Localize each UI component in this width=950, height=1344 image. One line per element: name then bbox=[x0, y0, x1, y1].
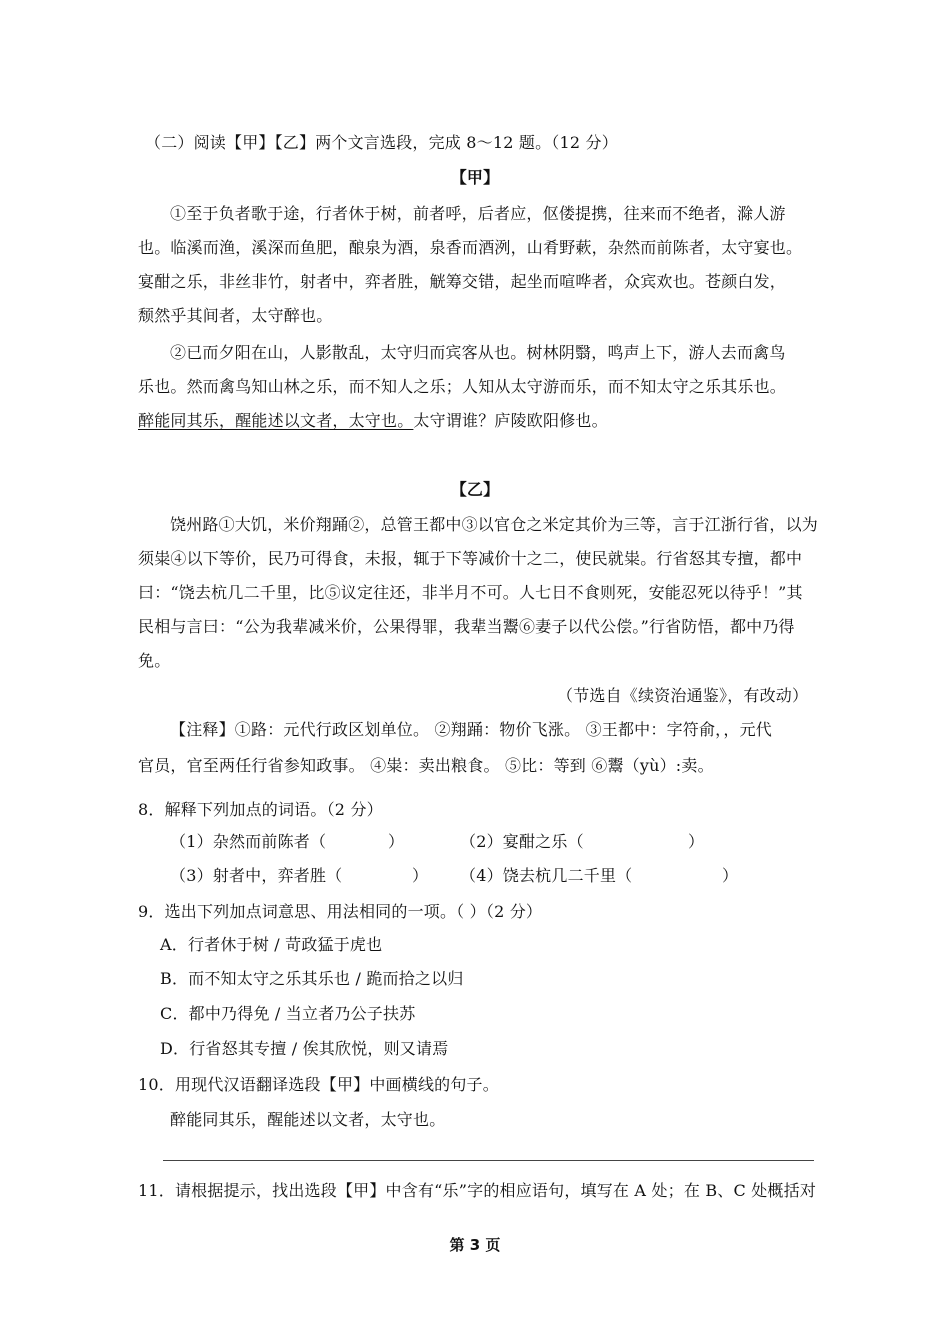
underlined-sentence: 醉能同其乐，醒能述以文者，太守也。 bbox=[138, 411, 414, 430]
jia-p1-line-2: 也。临溪而渔，溪深而鱼肥，酿泉为酒，泉香而酒洌，山肴野蔌，杂然而前陈者，太守宴也。 bbox=[138, 238, 803, 257]
yi-line-2: 须粜④以下等价，民乃可得食，未报，辄于下等减价十之二，使民就粜。行省怒其专擅，都中 bbox=[138, 549, 803, 568]
jia-p2-line-2: 乐也。然而禽鸟知山林之乐，而不知人之乐；人知从太守游而乐，而不知太守之乐其乐也。 bbox=[138, 377, 787, 396]
jia-p2-line-3 bbox=[138, 411, 608, 431]
jia-p1-line-4: 颓然乎其间者，太守醉也。 bbox=[138, 306, 333, 325]
yi-line-3: 曰：“饶去杭几二千里，比⑤议定往还，非半月不可。人七日不食则死，安能忍死以待乎！”其 bbox=[138, 583, 803, 602]
section-intro: （二）阅读【甲】【乙】两个文言选段，完成 8～12 题。（12 分） bbox=[145, 133, 618, 152]
q9-option-b: B．而不知太守之乐其乐也 / 跪而拾之以归 bbox=[160, 969, 464, 988]
answer-line bbox=[163, 1160, 814, 1161]
yi-line-1: 饶州路①大饥，米价翔踊②，总管王都中③以官仓之米定其价为三等，言于江浙行省，以为 bbox=[170, 515, 819, 534]
q8-item-2: （2）宴酣之乐（ bbox=[460, 832, 584, 851]
q10-sentence: 醉能同其乐，醒能述以文者，太守也。 bbox=[170, 1110, 446, 1129]
jia-p2-line-1: ②已而夕阳在山，人影散乱，太守归而宾客从也。树林阴翳，鸣声上下，游人去而禽鸟 bbox=[170, 343, 786, 362]
q9-option-d: D．行省怒其专擅 / 俟其欣悦，则又请焉 bbox=[160, 1039, 449, 1058]
q8-item-1-close: ） bbox=[388, 832, 405, 851]
page-number: 第 3 页 bbox=[449, 1236, 501, 1254]
q8-item-1: （1）杂然而前陈者（ bbox=[170, 832, 327, 851]
yi-line-5: 免。 bbox=[138, 651, 171, 670]
question-11-title: 11．请根据提示，找出选段【甲】中含有“乐”字的相应语句，填写在 A 处；在 B、C 处概括对 bbox=[138, 1181, 817, 1200]
q9-option-a: A．行者休于树 / 苛政猛于虎也 bbox=[160, 935, 383, 954]
q8-item-3-close: ） bbox=[412, 866, 429, 885]
q8-item-4: （4）饶去杭几二千里（ bbox=[460, 866, 633, 885]
question-9-title: 9．选出下列加点词意思、用法相同的一项。（ ）（2 分） bbox=[138, 902, 543, 921]
notes-line-1: 【注释】①路：元代行政区划单位。 ②翔踊：物价飞涨。 ③王都中：字符俞，，元代 bbox=[170, 720, 772, 739]
q8-item-3: （3）射者中，弈者胜（ bbox=[170, 866, 343, 885]
jia-p1-line-1: ①至于负者歌于途，行者休于树，前者呼，后者应，伛偻提携，往来而不绝者，滁人游 bbox=[170, 204, 786, 223]
q8-item-2-close: ） bbox=[688, 832, 705, 851]
question-8-title: 8．解释下列加点的词语。（2 分） bbox=[138, 800, 383, 819]
passage-yi-label: 【乙】 bbox=[450, 480, 500, 499]
q8-item-4-close: ） bbox=[722, 866, 739, 885]
yi-line-4: 民相与言曰：“公为我辈减米价，公果得罪，我辈当鬻⑥妻子以代公偿。”行省防悟，都中乃得 bbox=[138, 617, 795, 636]
jia-p2-line-3-rest: 太守谓谁？庐陵欧阳修也。 bbox=[413, 411, 608, 430]
q9-option-c: C．都中乃得免 / 当立者乃公子扶苏 bbox=[160, 1004, 416, 1023]
question-10-title: 10．用现代汉语翻译选段【甲】中画横线的句子。 bbox=[138, 1075, 499, 1094]
passage-source: （节选自《续资治通鉴》，有改动） bbox=[557, 686, 809, 705]
passage-jia-label: 【甲】 bbox=[450, 168, 500, 187]
jia-p1-line-3: 宴酣之乐，非丝非竹，射者中，弈者胜，觥筹交错，起坐而喧哗者，众宾欢也。苍颜白发， bbox=[138, 272, 787, 291]
notes-line-2: 官员，官至两任行省参知政事。 ④粜：卖出粮食。 ⑤比：等到 ⑥鬻（yù）:卖。 bbox=[138, 756, 714, 775]
